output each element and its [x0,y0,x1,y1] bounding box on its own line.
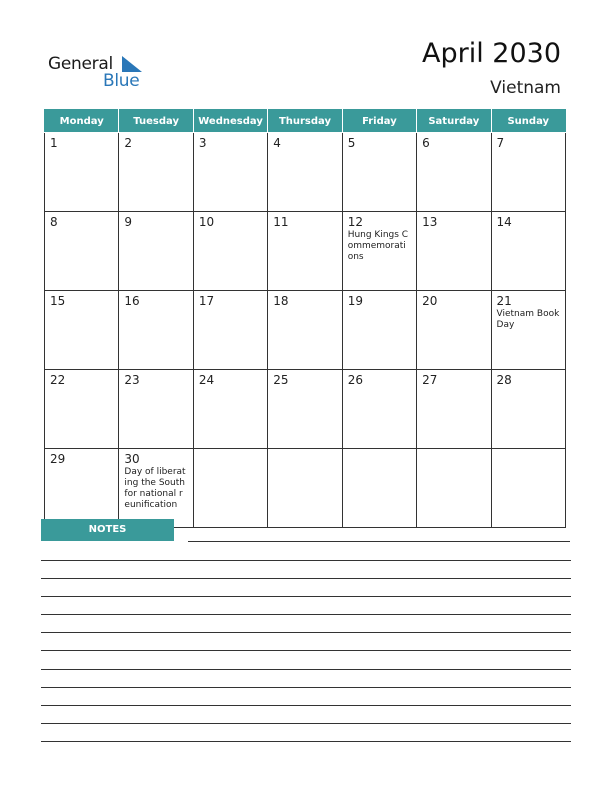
week-row [45,212,566,291]
notes-line [41,687,571,688]
day-number: 17 [198,294,215,308]
day-cell [417,449,491,528]
notes-line [41,705,571,706]
day-cell [268,370,342,449]
notes-line [41,596,571,597]
holiday-label: Day of liberating the South for national reunification [124,467,186,510]
day-cell [342,133,416,212]
day-cell [193,370,267,449]
day-number: 19 [347,294,363,308]
day-cell [268,291,342,370]
day-number: 30 [124,452,140,466]
country-name: Vietnam [490,78,561,98]
day-number: 9 [124,215,133,229]
day-cell [193,212,267,291]
day-number: 11 [273,215,289,229]
day-cell [417,212,491,291]
weekday-header: Saturday [417,110,491,133]
notes-line [41,669,571,670]
holiday-label: Vietnam Book Day [496,309,560,330]
day-number: 22 [50,373,66,387]
logo-word-general: General [48,54,113,74]
day-number: 2 [124,136,133,150]
day-cell [268,212,342,291]
day-cell [268,449,342,528]
day-cell [119,291,193,370]
day-cell [491,449,565,528]
day-number: 4 [273,136,281,150]
day-number: 25 [273,373,289,387]
notes-line [41,723,571,724]
day-number: 8 [50,215,58,229]
day-number: 10 [198,215,215,229]
notes-line [41,650,571,651]
day-number: 15 [50,294,66,308]
day-number: 13 [422,215,438,229]
day-number: 24 [198,373,215,387]
notes-line [41,614,571,615]
day-number: 16 [124,294,140,308]
notes-line [41,632,571,633]
day-number: 3 [198,136,207,150]
day-number: 20 [422,294,438,308]
week-row [45,291,566,370]
day-number: 5 [347,136,356,150]
day-number: 1 [50,136,58,150]
day-number: 21 [496,294,512,308]
week-row [45,370,566,449]
notes-line [41,560,571,561]
day-number: 28 [496,373,512,387]
brand-logo [48,54,148,94]
day-cell [119,449,193,528]
weekday-header: Sunday [491,110,565,133]
day-number: 23 [124,373,140,387]
notes-line [188,541,570,542]
logo-word-blue: Blue [103,71,140,91]
weekday-header: Thursday [268,110,342,133]
day-number: 6 [422,136,430,150]
holiday-label: Hung Kings Commemorations [347,230,409,262]
day-cell [119,133,193,212]
day-cell [193,291,267,370]
day-number: 12 [347,215,363,229]
calendar-grid [44,109,566,528]
day-cell [342,291,416,370]
day-cell [342,449,416,528]
day-number: 26 [347,373,363,387]
weekday-header: Wednesday [193,110,267,133]
day-cell [491,291,565,370]
calendar-body [45,133,566,528]
day-cell [417,291,491,370]
day-cell [45,133,119,212]
day-number: 29 [50,452,66,466]
day-cell [491,370,565,449]
day-cell [417,133,491,212]
day-cell [417,370,491,449]
notes-line [41,741,571,742]
weekday-header: Tuesday [119,110,193,133]
page-title: April 2030 [421,38,561,69]
day-cell [193,133,267,212]
day-cell [491,212,565,291]
day-cell [45,449,119,528]
day-number: 18 [273,294,289,308]
notes-label: NOTES [41,519,174,541]
weekday-header: Friday [342,110,416,133]
day-cell [119,370,193,449]
day-cell [342,212,416,291]
day-cell [45,212,119,291]
day-number: 27 [422,373,438,387]
day-cell [491,133,565,212]
week-row [45,133,566,212]
day-cell [268,133,342,212]
notes-line [41,578,571,579]
week-row [45,449,566,528]
day-number: 7 [496,136,505,150]
day-cell [342,370,416,449]
day-cell [119,212,193,291]
day-cell [45,291,119,370]
weekday-header: Monday [45,110,119,133]
day-cell [45,370,119,449]
weekday-header-row [45,110,566,133]
day-number: 14 [496,215,512,229]
day-cell [193,449,267,528]
